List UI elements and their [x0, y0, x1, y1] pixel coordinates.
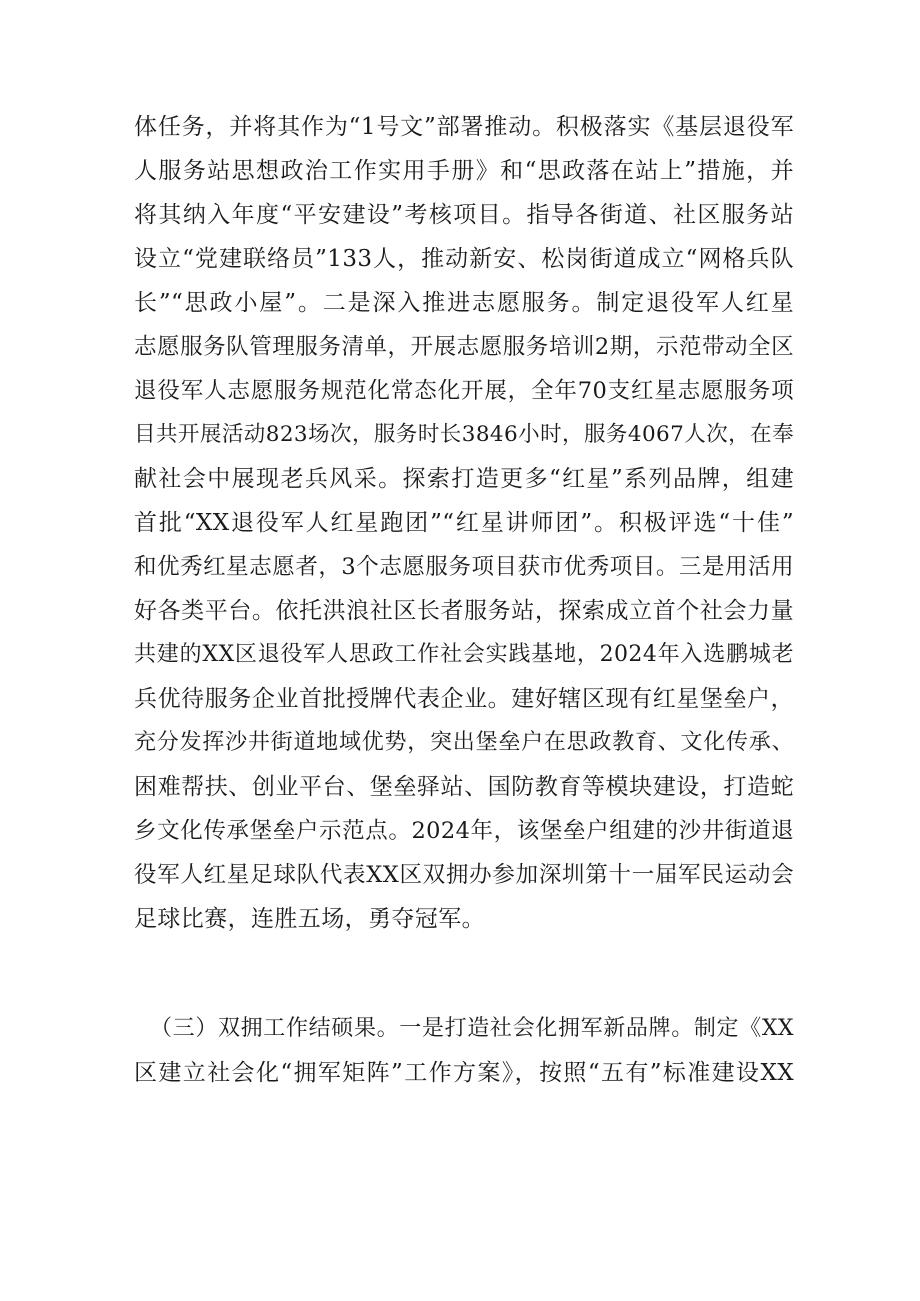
- paragraph-1-line-19: 足球比赛，连胜五场，勇夺冠军。: [134, 906, 485, 932]
- paragraph-1-line-3: 将其纳入年度“平安建设”考核项目。指导各街道、社区服务站: [134, 202, 794, 228]
- paragraph-1-line-15: 充分发挥沙井街道地域优势，突出堡垒户在思政教育、文化传承、: [134, 730, 794, 755]
- paragraph-1-line-4: 设立“党建联络员”133人，推动新安、松岗街道成立“网格兵队: [134, 246, 794, 272]
- paragraph-1-line-6: 志愿服务队管理服务清单，开展志愿服务培训2期，示范带动全区: [134, 334, 794, 360]
- paragraph-1-line-5: 长”“思政小屋”。二是深入推进志愿服务。制定退役军人红星: [134, 290, 794, 316]
- paragraph-1-line-18: 役军人红星足球队代表XX区双拥办参加深圳第十一届军民运动会: [134, 862, 794, 888]
- paragraph-1-line-7: 退役军人志愿服务规范化常态化开展，全年70支红星志愿服务项: [134, 378, 794, 404]
- paragraph-1-line-13: 共建的XX区退役军人思政工作社会实践基地，2024年入选鹏城老: [134, 642, 794, 667]
- paragraph-1-line-14: 兵优待服务企业首批授牌代表企业。建好辖区现有红星堡垒户，: [134, 686, 794, 712]
- paragraph-1-line-17: 乡文化传承堡垒户示范点。2024年，该堡垒户组建的沙井街道退: [134, 818, 794, 844]
- paragraph-2-line-2: 区建立社会化“拥军矩阵”工作方案》，按照“五有”标准建设XX: [134, 1060, 794, 1086]
- paragraph-1-line-9: 献社会中展现老兵风采。探索打造更多“红星”系列品牌，组建: [134, 466, 794, 492]
- paragraph-1-line-10: 首批“XX退役军人红星跑团”“红星讲师团”。积极评选“十佳”: [134, 510, 794, 536]
- paragraph-1-line-11: 和优秀红星志愿者，3个志愿服务项目获市优秀项目。三是用活用: [134, 554, 794, 580]
- paragraph-1-line-8: 目共开展活动823场次，服务时长3846小时，服务4067人次，在奉: [134, 422, 794, 447]
- paragraph-1-line-2: 人服务站思想政治工作实用手册》和“思政落在站上”措施，并: [134, 158, 794, 184]
- paragraph-1-line-1: 体任务，并将其作为“1号文”部署推动。积极落实《基层退役军: [134, 114, 794, 140]
- paragraph-1-line-12: 好各类平台。依托洪浪社区长者服务站，探索成立首个社会力量: [134, 598, 794, 624]
- paragraph-1-line-16: 困难帮扶、创业平台、堡垒驿站、国防教育等模块建设，打造蛇: [134, 774, 794, 800]
- paragraph-2-line-1: （三）双拥工作结硕果。一是打造社会化拥军新品牌。制定《XX: [150, 1016, 794, 1041]
